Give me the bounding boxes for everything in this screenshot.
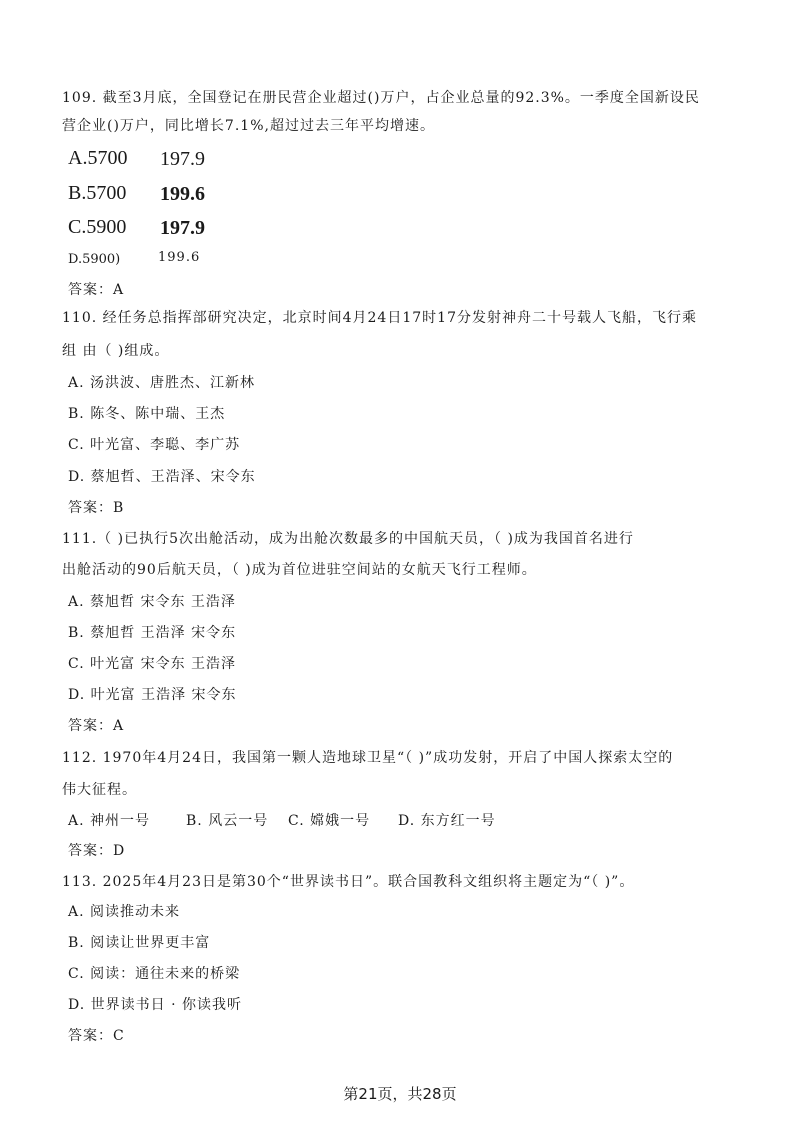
option-112-d: D. 东方红一号 <box>398 813 496 829</box>
option-109-c-label: C.5900 <box>68 216 127 238</box>
option-111-b: B. 蔡旭哲 王浩泽 宋令东 <box>68 625 237 641</box>
question-109-line2: 营企业()万户，同比增长7.1%,超过过去三年平均增速。 <box>62 118 435 134</box>
question-112-line1: 112. 1970年4月24日，我国第一颗人造地球卫星“（ )”成功发射，开启了中国人探索太空的 <box>62 750 674 766</box>
question-110-line1: 110. 经任务总指挥部研究决定，北京时间4月24日17时17分发射神舟二十号载人飞船，飞行乘 <box>62 310 697 326</box>
question-111-line1: 111.（ )已执行5次出舱活动，成为出舱次数最多的中国航天员，（ )成为我国首名进行 <box>62 531 634 547</box>
option-111-d: D. 叶光富 王浩泽 宋令东 <box>68 687 237 703</box>
option-113-c: C. 阅读：通往未来的桥梁 <box>68 966 241 982</box>
question-110-line2: 组 由（ )组成。 <box>62 343 170 359</box>
option-111-c: C. 叶光富 宋令东 王浩泽 <box>68 656 237 672</box>
question-112-options <box>68 810 496 830</box>
answer-109: 答案：A <box>68 282 125 298</box>
answer-110: 答案：B <box>68 500 125 516</box>
option-113-b: B. 阅读让世界更丰富 <box>68 935 211 951</box>
option-111-a: A. 蔡旭哲 宋令东 王浩泽 <box>68 594 236 610</box>
option-109-a-value: 197.9 <box>160 148 205 170</box>
answer-113: 答案：C <box>68 1028 125 1044</box>
option-109-d-label: D.5900) <box>68 252 121 267</box>
question-109-line1: 109. 截至3月底，全国登记在册民营企业超过()万户，占企业总量的92.3%。一季度全国新设民 <box>62 90 700 106</box>
option-109-b-value: 199.6 <box>160 183 205 205</box>
question-111-line2: 出舱活动的90后航天员，（ )成为首位进驻空间站的女航天飞行工程师。 <box>62 562 537 578</box>
option-109-b-label: B.5700 <box>68 182 127 204</box>
question-113-line1: 113. 2025年4月23日是第30个“世界读书日”。联合国教科文组织将主题定为“（ )”。 <box>62 874 635 890</box>
option-112-a: A. 神州一号 <box>68 813 151 829</box>
option-113-a: A. 阅读推动未来 <box>68 904 181 920</box>
page-footer: 第21页，共28页 <box>343 1085 457 1103</box>
option-110-a: A. 汤洪波、唐胜杰、江新林 <box>68 375 256 391</box>
option-112-b: B. 风云一号 <box>186 813 269 829</box>
option-110-d: D. 蔡旭哲、王浩泽、宋令东 <box>68 469 256 485</box>
option-109-d-value: 199.6 <box>158 250 201 265</box>
option-113-d: D. 世界读书日 · 你读我听 <box>68 997 242 1013</box>
option-109-a-label: A.5700 <box>68 147 128 169</box>
answer-111: 答案：A <box>68 718 125 734</box>
answer-112: 答案：D <box>68 843 126 859</box>
option-112-c: C. 嫦娥一号 <box>288 813 371 829</box>
option-110-c: C. 叶光富、李聪、李广苏 <box>68 437 241 453</box>
option-110-b: B. 陈冬、陈中瑞、王杰 <box>68 406 226 422</box>
question-112-line2: 伟大征程。 <box>62 782 137 798</box>
option-109-c-value: 197.9 <box>160 217 205 239</box>
